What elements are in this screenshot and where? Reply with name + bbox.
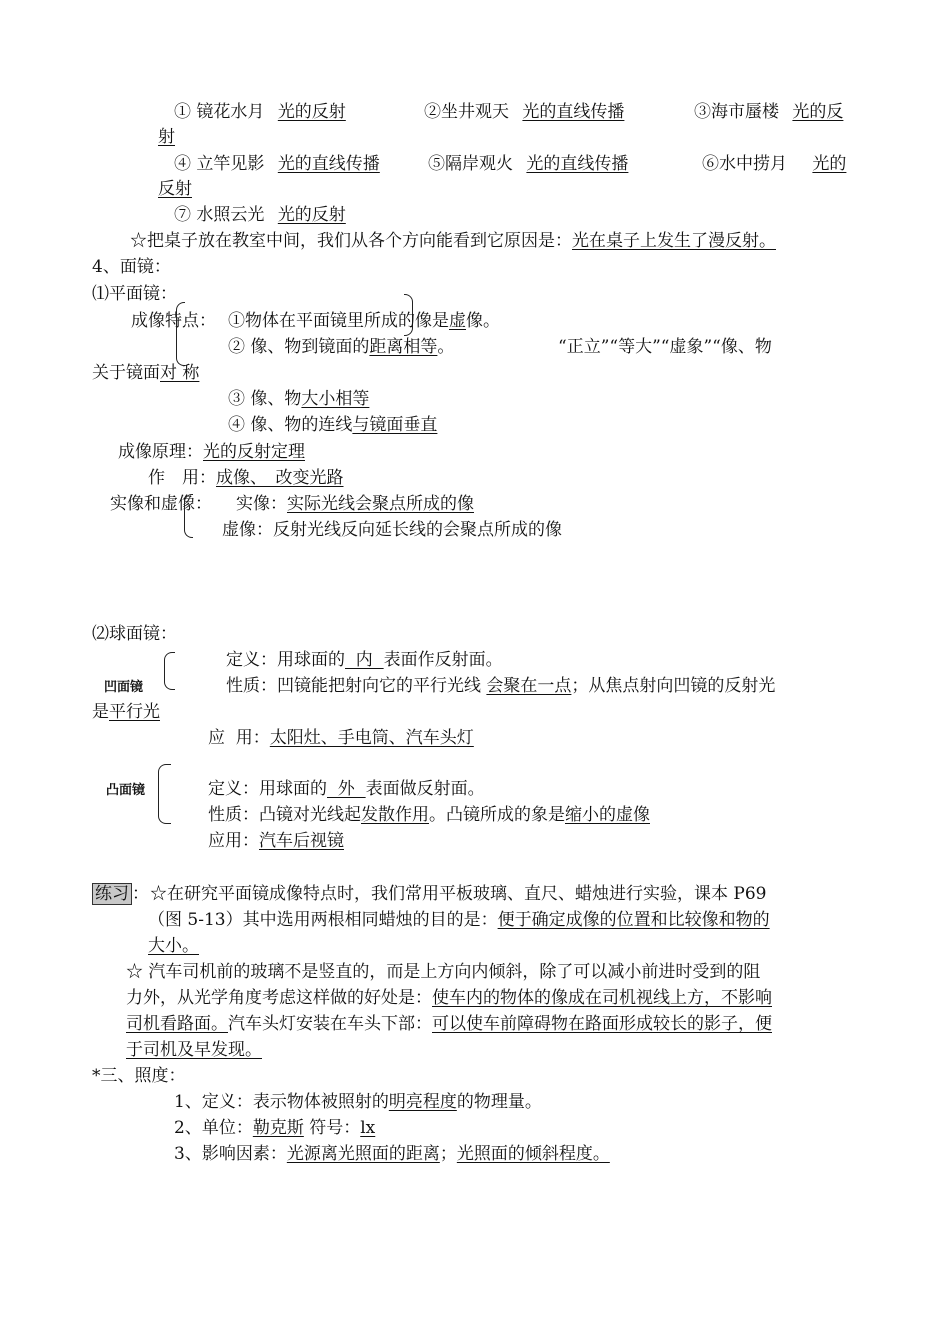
real-virtual-label: 实像和虚像： [110, 494, 212, 514]
feature-1: ①物体在平面镜里所成的像是虚像。 [228, 311, 500, 331]
practice-q2-line3: 司机看路面。汽车头灯安装在车头下部：可以使车前障碍物在路面形成较长的影子，便 [126, 1014, 772, 1034]
virtual-image: 虚像：反射光线反向延长线的会聚点所成的像 [222, 520, 562, 540]
practice-q2-line4: 于司机及早发现。 [126, 1040, 262, 1060]
plane-mirror-heading: ⑴平面镜： [92, 284, 177, 304]
practice-q1-line2: （图 5-13）其中选用两根相同蜡烛的目的是：便于确定成像的位置和比较像和物的 [148, 910, 770, 930]
example-3: ③海市蜃楼 光的反 [694, 102, 844, 122]
desk-question: ☆把桌子放在教室中间，我们从各个方向能看到它原因是：光在桌子上发生了漫反射。 [130, 231, 776, 251]
concave-label: 凹面镜 [104, 680, 144, 695]
practice-q2-line1: ☆ 汽车司机前的玻璃不是竖直的，而是上方向内倾斜，除了可以减小前进时受到的阻 [126, 962, 761, 982]
sphere-heading: ⑵球面镜： [92, 624, 177, 644]
concave-property: 性质：凹镜能把射向它的平行光线 会聚在一点；从焦点射向凹镜的反射光 [226, 676, 776, 696]
example-2: ②坐井观天 光的直线传播 [424, 102, 625, 122]
example-7: ⑦ 水照云光 光的反射 [174, 205, 346, 225]
concave-application: 应 用：太阳灶、手电筒、汽车头灯 [208, 728, 474, 748]
convex-label: 凸面镜 [106, 783, 146, 798]
illum-unit: 2、单位：勒克斯 符号：lx [174, 1118, 376, 1138]
example-5: ⑤隔岸观火 光的直线传播 [428, 154, 629, 174]
example-3-wrap: 射 [158, 127, 175, 147]
concave-property-wrap: 是平行光 [92, 702, 160, 722]
real-image: 实像：实际光线会聚点所成的像 [236, 494, 474, 514]
convex-definition: 定义：用球面的 外 表面做反射面。 [208, 779, 485, 799]
feature-2-wrap: 关于镜面对 称 [92, 363, 200, 383]
practice-label: 练习 ： [92, 883, 149, 905]
principle: 成像原理：光的反射定理 [118, 442, 305, 462]
feature-4: ④ 像、物的连线与镜面垂直 [228, 415, 438, 435]
practice-q1-line1: ☆在研究平面镜成像特点时，我们常用平板玻璃、直尺、蜡烛进行实验，课本 P69 [150, 884, 767, 904]
convex-property: 性质：凸镜对光线起发散作用。凸镜所成的象是缩小的虚像 [208, 805, 650, 825]
example-1: ① 镜花水月 光的反射 [174, 102, 346, 122]
example-6-wrap: 反射 [158, 179, 192, 199]
practice-q2-line2: 力外，从光学角度考虑这样做的好处是：使车内的物体的像成在司机视线上方，不影响 [126, 988, 772, 1008]
feature-3: ③ 像、物大小相等 [228, 389, 370, 409]
real-virtual-brace [184, 494, 193, 538]
mirror-use: 作 用：成像、 改变光路 [148, 468, 344, 488]
example-4: ④ 立竿见影 光的直线传播 [174, 154, 380, 174]
illum-heading: *三、照度： [92, 1066, 186, 1086]
feature-2-note: “正立”“等大”“虚象”“像、物 [558, 337, 772, 357]
practice-q1-line3: 大小。 [148, 936, 199, 956]
illum-definition: 1、定义：表示物体被照射的明亮程度的物理量。 [174, 1092, 542, 1112]
feature-label: 成像特点： [131, 311, 216, 331]
mirror-heading: 4、面镜： [92, 257, 171, 277]
feature-2: ② 像、物到镜面的距离相等。 [228, 337, 455, 357]
example-6: ⑥水中捞月 光的 [702, 154, 847, 174]
illum-factors: 3、影响因素：光源离光照面的距离；光照面的倾斜程度。 [174, 1144, 610, 1164]
convex-brace [158, 764, 171, 824]
convex-application: 应用：汽车后视镜 [208, 831, 344, 851]
feature-brace-left [176, 302, 185, 366]
concave-definition: 定义：用球面的 内 表面作反射面。 [226, 650, 503, 670]
concave-brace [164, 652, 175, 690]
